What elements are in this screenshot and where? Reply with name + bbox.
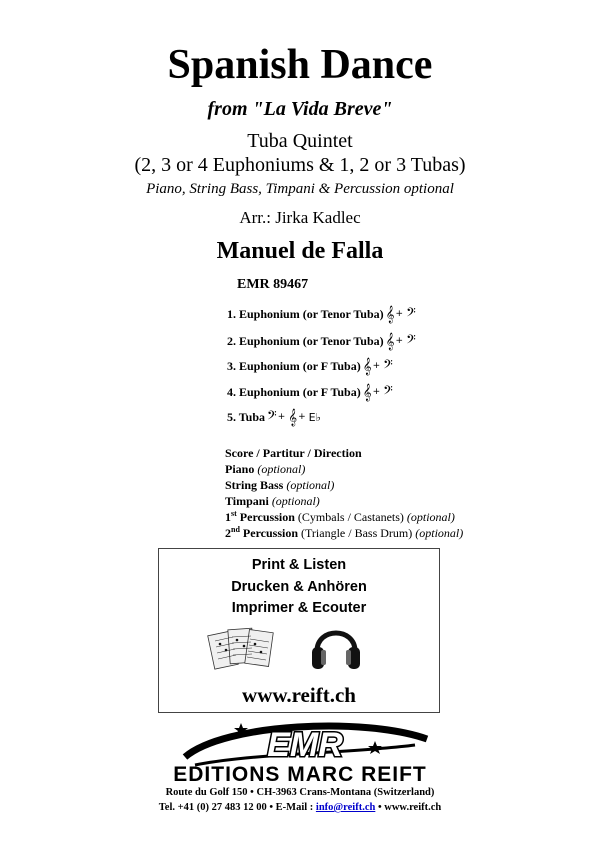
publisher-address: Route du Golf 150 • CH-3963 Crans-Montana (Switzerland) <box>165 787 435 798</box>
treble-clef-icon: 𝄞 <box>362 357 372 375</box>
score-line: Score / Partitur / Direction <box>225 446 362 460</box>
part-label: 4. Euphonium (or F Tuba) <box>227 384 361 399</box>
plus-sign: + <box>372 361 381 371</box>
treble-clef-icon: 𝄞 <box>362 383 372 401</box>
optional-line: Piano, String Bass, Timpani & Percussion optional <box>146 181 454 197</box>
bass-clef-icon: 𝄢 <box>383 357 393 375</box>
part-label: 5. Tuba <box>227 409 266 424</box>
subtitle: from "La Vida Breve" <box>207 98 393 120</box>
catalog-number: EMR 89467 <box>237 277 309 292</box>
publisher-name: EDITIONS MARC REIFT <box>173 763 427 785</box>
bass-clef-icon: 𝄢 <box>383 383 393 401</box>
bass-clef-icon: 𝄢 <box>406 305 416 323</box>
plus-sign: + <box>298 412 306 422</box>
publisher-contact: Tel. +41 (0) 27 483 12 00 • E-Mail : info@reift.ch • www.reift.ch <box>158 802 442 813</box>
part-label: 3. Euphonium (or F Tuba) <box>227 358 361 373</box>
eflat-label: E♭ <box>308 410 321 424</box>
part-1 <box>227 304 416 324</box>
treble-clef-icon: 𝄞 <box>385 332 395 350</box>
part-label: 2. Euphonium (or Tenor Tuba) <box>227 333 384 348</box>
plus-sign: + <box>372 387 381 397</box>
part-3 <box>227 356 393 376</box>
bass-clef-icon: 𝄢 <box>267 408 277 426</box>
plus-sign: + <box>395 336 404 346</box>
website-link[interactable]: www.reift.ch <box>242 683 356 707</box>
page-title: Spanish Dance <box>167 42 433 88</box>
perc2-line: 2nd Percussion (Triangle / Bass Drum) (optional) <box>225 525 464 540</box>
treble-clef-icon: 𝄞 <box>385 305 395 323</box>
headphones-icon <box>309 617 363 675</box>
perc1-line: 1st Percussion (Cymbals / Castanets) (optional) <box>225 509 455 524</box>
part-2 <box>227 331 416 351</box>
ensemble: Tuba Quintet <box>247 130 353 152</box>
part-4 <box>227 382 393 402</box>
plus-sign: + <box>395 309 404 319</box>
publisher-wordmark <box>150 761 450 785</box>
bass-clef-icon: 𝄢 <box>406 332 416 350</box>
instrumentation: (2, 3 or 4 Euphoniums & 1, 2 or 3 Tubas) <box>134 154 466 176</box>
arranger: Arr.: Jirka Kadlec <box>239 208 361 227</box>
timpani-line: Timpani (optional) <box>225 494 320 508</box>
promo-line-2: Drucken & Anhören <box>231 579 367 595</box>
plus-sign: + <box>277 412 286 422</box>
composer: Manuel de Falla <box>216 238 384 264</box>
part-5 <box>227 407 321 427</box>
print-listen-box[interactable] <box>158 548 440 713</box>
email-link[interactable]: info@reift.ch <box>315 802 376 813</box>
piano-line: Piano (optional) <box>225 462 306 476</box>
promo-line-1: Print & Listen <box>251 557 347 573</box>
part-label: 1. Euphonium (or Tenor Tuba) <box>227 306 384 321</box>
bass-line: String Bass (optional) <box>225 478 335 492</box>
treble-clef-icon: 𝄞 <box>288 408 298 426</box>
logo-text: EMR <box>267 726 343 764</box>
promo-line-3: Imprimer & Ecouter <box>231 600 367 616</box>
sheet-music-icon <box>207 619 277 674</box>
